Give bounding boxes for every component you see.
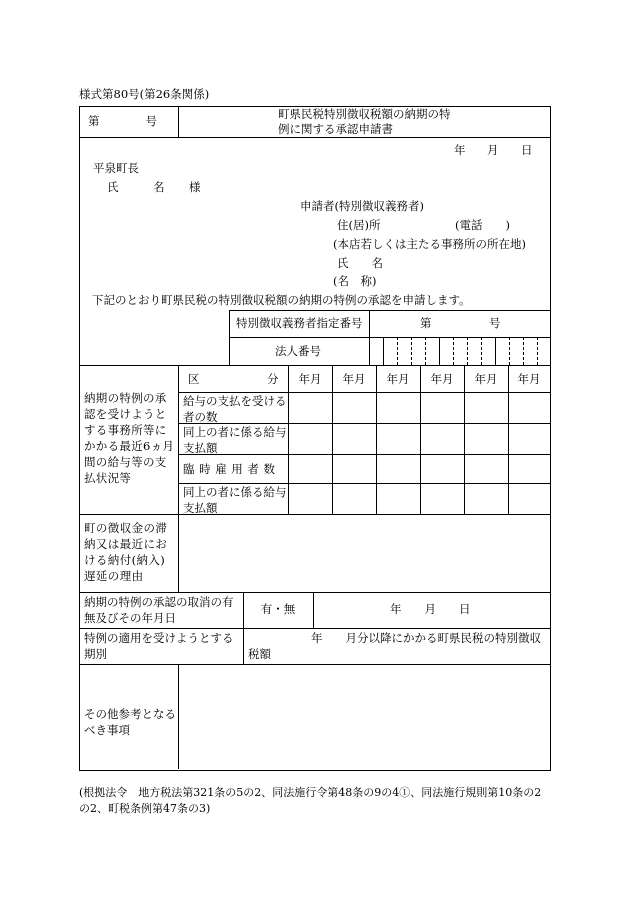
corp-digit-divider <box>411 337 412 365</box>
month-header: 年月 <box>474 372 498 386</box>
divider <box>178 664 179 769</box>
divider <box>229 310 230 365</box>
form-title-line1: 町県民税特別徴収税額の納期の特 <box>278 107 451 121</box>
divider <box>178 365 179 514</box>
month-header: 年月 <box>517 372 541 386</box>
applicant-heading: 申請者(特別徴収義務者) <box>300 199 424 213</box>
cancellation-date: 年 月 日 <box>390 602 471 616</box>
corp-digit-divider <box>537 337 538 365</box>
divider <box>79 365 550 366</box>
corp-digit-divider <box>383 337 384 365</box>
applicant-name2: (名 称) <box>333 274 377 288</box>
month-header: 年月 <box>342 372 366 386</box>
divider <box>369 310 370 365</box>
corp-digit-divider <box>523 337 524 365</box>
corp-digit-divider <box>439 337 440 365</box>
cancellation-label: 納期の特例の承認の取消の有無及びその年月日 <box>84 595 234 625</box>
divider <box>420 365 421 514</box>
number-label: 第 号 <box>88 114 157 128</box>
divider <box>79 137 550 138</box>
bun-label: 分 <box>267 372 279 386</box>
divider <box>288 365 289 514</box>
row-label-temp-salary: 同上の者に係る給与支払額 <box>183 485 287 515</box>
period-text: 年 月分以降にかかる町県民税の特別徴収税額 <box>248 631 541 661</box>
row-label-recipients: 給与の支払を受ける者の数 <box>183 394 287 424</box>
applicant-phone: (電話 ) <box>455 218 510 232</box>
corp-digit-divider <box>425 337 426 365</box>
date-day: 日 <box>521 143 533 157</box>
month-header: 年月 <box>430 372 454 386</box>
delay-reason-label: 町の徴収金の滞納又は最近における納付(納入)遅延の理由 <box>84 521 168 583</box>
divider <box>79 514 550 515</box>
divider <box>229 310 550 311</box>
corp-digit-divider <box>397 337 398 365</box>
form-id: 様式第80号(第26条関係) <box>79 87 210 101</box>
kubun-label: 区 <box>188 372 200 386</box>
divider <box>178 514 179 592</box>
payment-section-label: 納期の特例の承認を受けようとする事務所等にかかる最近6ヵ月間の給与等の支払状況等 <box>84 391 175 485</box>
corp-number-label: 法人番号 <box>275 344 321 358</box>
corp-digit-divider <box>467 337 468 365</box>
corp-digit-divider <box>495 337 496 365</box>
applicant-name: 氏 名 <box>337 256 383 270</box>
applicant-address: 住(居)所 <box>337 218 381 232</box>
addressee-name-label: 氏 名 <box>107 180 165 194</box>
divider <box>178 106 179 137</box>
divider <box>313 592 314 628</box>
corp-digit-divider <box>509 337 510 365</box>
designation-value: 第 号 <box>420 316 501 330</box>
corp-digit-divider <box>453 337 454 365</box>
other-label: その他参考となるべき事項 <box>84 707 176 737</box>
applicant-note: (本店若しくは主たる事務所の所在地) <box>333 237 526 251</box>
divider <box>464 365 465 514</box>
corp-digit-divider <box>481 337 482 365</box>
cancellation-choice: 有・無 <box>260 602 296 616</box>
divider <box>243 628 244 664</box>
addressee-sama: 様 <box>189 180 201 194</box>
statement: 下記のとおり町県民税の特別徴収税額の納期の特例の承認を申請します。 <box>92 293 471 307</box>
divider <box>332 365 333 514</box>
row-label-salary-amount: 同上の者に係る給与支払額 <box>183 425 287 455</box>
divider <box>79 592 550 593</box>
divider <box>229 337 550 338</box>
divider <box>79 628 550 629</box>
divider <box>79 664 550 665</box>
period-label: 特例の適用を受けようとする期別 <box>84 631 234 661</box>
legal-basis: (根拠法令 地方税法第321条の5の2、同法施行令第48条の9の4①、同法施行規則第10条の2の2、町税条例第47条の3) <box>79 786 542 815</box>
divider <box>376 365 377 514</box>
divider <box>508 365 509 514</box>
date-year: 年 <box>454 143 466 157</box>
month-header: 年月 <box>386 372 410 386</box>
addressee-mayor: 平泉町長 <box>93 161 139 175</box>
designation-label: 特別徴収義務者指定番号 <box>236 316 363 330</box>
month-header: 年月 <box>298 372 322 386</box>
form-title-line2: 例に関する承認申請書 <box>278 122 393 136</box>
date-month: 月 <box>487 143 499 157</box>
row-label-temporary: 臨時雇用者数 <box>183 462 280 476</box>
